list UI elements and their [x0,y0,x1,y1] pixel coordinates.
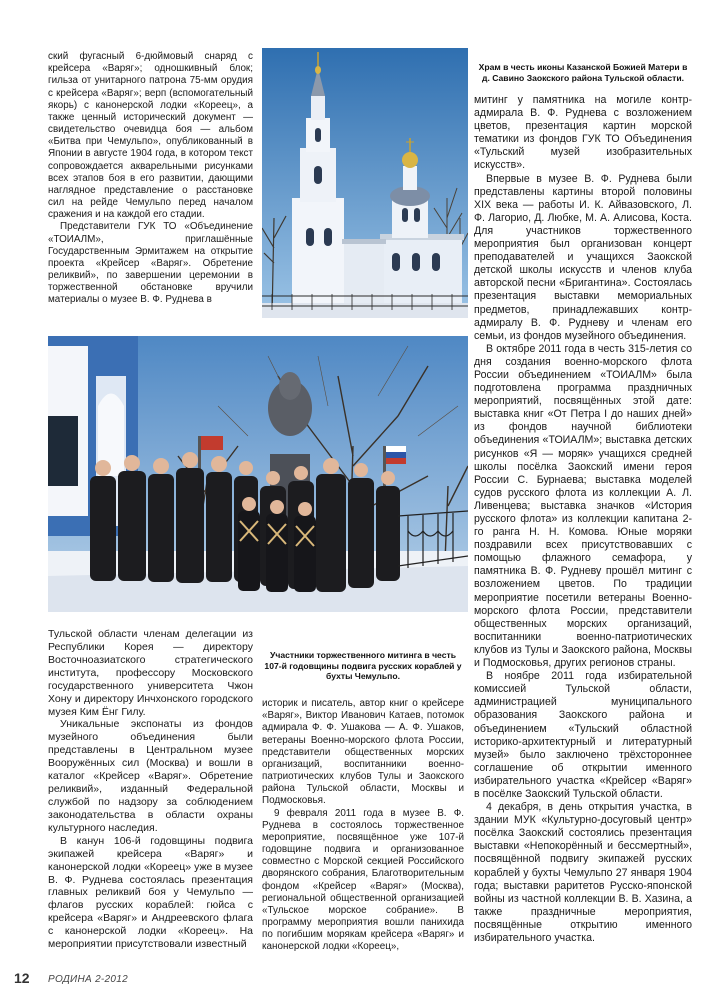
paragraph: В октябре 2011 года в честь 315-летия со дня создания военно-морского флота России объединением «ТОИАЛМ» была подготовлена программа праздничных мероприятий, посвящённых этой дате: выставка книг «От Петра I до наших дней» из фондов научной библиотеки объединения «ТОИАЛМ»; выставка детских рисунков «Я — моряк» учащихся средней школы посёлка Заокский имени героя России С. Бурнаева; выставка моделей судов русского флота из коллекции А. Л. Ливенцева; выставка значков «История русского флота» из коллекции капитана 2-го ранга Н. Н. Комова. Юные моряки поздравили всех присутствовавших с помощью флажного семафора, у памятника В. Ф. Рудневу прошёл митинг с возложением цветов. По традиции мероприятие посетили ветераны Военно-морского флота России, представители общественных морских организаций, воспитанники военно-патриотических клубов из Тулы и Заокского района, Москвы и Подмосковья, других регионов страны. [474,342,692,670]
paragraph: митинг у памятника на могиле контр-адмирала В. Ф. Руднева с возложением цветов, презентация картин морской тематики из фондов ГУК ТО Объединения «Тульский музей изобразительных искусств». [474,94,692,172]
church-photo-caption: Храм в честь иконы Казанской Божией Матери в д. Савино Заокского района Тульской области. [478,62,688,83]
church-photo [262,48,468,318]
paragraph: 4 декабря, в день открытия участка, в здании МУК «Культурно-досуговый центр» посёлка Заокский состоялись презентация выставки «Непокорённый и бессмертный», посвящённой подвигу экипажей русских кораблей у бухты Чемульпо 27 января 1904 года; выставки раритетов Русско-японской войны из частной коллекции В. В. Хазина, а также праздничные мероприятия, посвящённые открытию именного избирательного участка. [474,801,692,944]
issue-label: РОДИНА 2-2012 [48,974,129,985]
meeting-photo-caption: Участники торжественного митинга в честь 107-й годовщины подвига русских кораблей у бухты Чемульпо. [264,650,462,682]
column-3 [474,94,692,945]
paragraph: Представители ГУК ТО «Объединение «ТОИАЛМ», приглашённые Государственным Эрмитажем на открытие проекта «Крейсер «Варяг». Обретение реликвий», по завершении церемонии в торжественной обстановке вручили материалы о музее В. Ф. Руднева в [48,221,253,306]
paragraph: ский фугасный 6-дюймовый снаряд с крейсера «Варяг»; одношкивный блок; гильза от унитарного патрона 75-мм орудия с крейсера «Варяг»; верп (вспомогательный якорь) с канонерской лодки «Кореец», а также ценный исторический документ — свидетельство очевидца боя — альбом «Битва при Чемульпо», опубликованный в Японии в августе 1904 года, в котором текст сопровождается акварельными рисунками всех этапов боя в его развитии, дающими наглядное представление о расстановке сил на рейде Чемульпо перед началом сражения и на каждой его стадии. [48,51,253,221]
paragraph: В канун 106-й годовщины подвига экипажей крейсера «Варяг» и канонерской лодки «Кореец» уже в музее В. Ф. Руднева состоялась презентация главных реликвий боя у Чемульпо — флагов русских кораблей: гюйса с крейсера «Варяг» и Андреевского флага с канонерской лодки «Кореец». На мероприятии присутствовали известный [48,834,253,951]
paragraph: В ноябре 2011 года избирательной комиссией Тульской области, администрацией муниципального образования Заокского района и объединением «Тульский областной историко-архитектурный и литературный музей» было заключено трёхстороннее соглашение об открытии именного избирательного участка «Крейсер «Варяг» в посёлке Заокский Тульской области. [474,670,692,800]
page-number: 12 [14,970,30,986]
paragraph: историк и писатель, автор книг о крейсере «Варяг», Виктор Иванович Катаев, потомок адмирала Ф. Ф. Ушакова — А. Ф. Ушаков, ветераны Военно-морского флота России, представители общественных морских организаций, воспитанники военно-патриотических клубов Тулы и Заокского района Тульской области, Москвы и Подмосковья. [262,698,464,807]
meeting-photo [48,336,468,612]
paragraph: 9 февраля 2011 года в музее В. Ф. Руднева в состоялось торжественное мероприятие, посвящённое уже 107-й годовщине подвига и организованное совместно с Морской секцией Российского дворянского собрания, Благотворительным фондом «Крейсер «Варяг» (Москва), региональной общественной организацией «Тульское морское собрание». В программу мероприятия вошли панихида по погибшим морякам крейсера «Варяг» и канонерской лодки «Кореец», [262,807,464,953]
column-1-bottom [48,628,253,951]
paragraph: Уникальные экспонаты из фондов музейного объединения были представлены в Центральном музее Вооружённых сил (Москва) и вошли в каталог «Крейсер «Варяг». Обретение реликвий», изданный Федеральной службой по надзору за соблюдением законодательства в области охраны культурного наследия. [48,718,253,834]
column-2-bottom [262,698,464,954]
paragraph: Впервые в музее В. Ф. Руднева были представлены картины второй половины XIX века — работы И. К. Айвазовского, Л. Ф. Лагорио, Д. Любке, М. А. Алисова, Коста. Для участников торжественного мероприятия был организован концерт преподавателей и учащихся Заокской детской школы искусств и членов клуба авторской песни «Бригантина». Состоялась презентация выставки мемориальных предметов, принадлежавших контр-адмиралу В. Ф. Рудневу и членам его семьи, из фондов музейного объединения. [474,172,692,342]
column-1-top [48,51,253,307]
paragraph: Тульской области членам делегации из Республики Корея — директору Восточноазиатского стратегического института, профессору Московского государственного университета Чжон Хону и директору Инчхонского городского музея Ким Ёнг Гилу. [48,628,253,718]
